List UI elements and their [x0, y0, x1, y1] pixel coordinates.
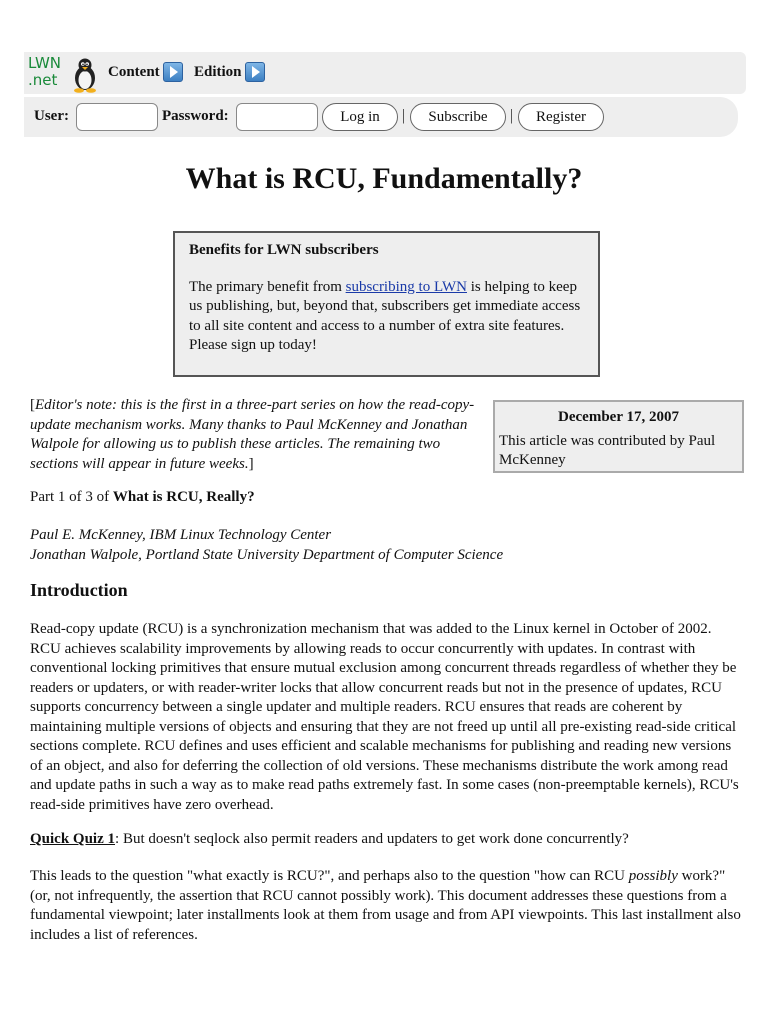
- nav-edition[interactable]: [194, 62, 265, 82]
- separator: |: [510, 107, 514, 124]
- benefits-text-after: is helping to keep us publishing, but, beyond that, subscribers get immediate access to all site content and access to a number of extra site features. Please sign up today!: [189, 278, 581, 353]
- benefits-text: [189, 278, 584, 356]
- leads-text-before: This leads to the question "what exactly is RCU?", and perhaps also to the question "how can RCU: [30, 868, 629, 884]
- section-heading-introduction: Introduction: [30, 580, 128, 600]
- page-title: What is RCU, Fundamentally?: [185, 162, 583, 195]
- series-prefix: Part 1 of 3 of: [30, 489, 113, 505]
- nav-edition-label: Edition: [194, 63, 242, 80]
- leads-emphasis: possibly: [628, 868, 678, 884]
- site-header: [24, 52, 746, 94]
- subscriber-benefits-box: [173, 231, 600, 377]
- user-label: User:: [34, 108, 69, 124]
- user-input[interactable]: [76, 103, 158, 131]
- editor-note: [30, 396, 475, 474]
- subscribe-link[interactable]: subscribing to LWN: [345, 278, 467, 295]
- tux-penguin-icon: [70, 57, 100, 93]
- password-input[interactable]: [236, 103, 318, 131]
- separator: |: [402, 107, 406, 124]
- editor-note-label: Editor's note:: [35, 397, 117, 413]
- bracket-close: ]: [248, 455, 254, 472]
- authors: [30, 525, 503, 565]
- leads-text-after: work?" (or, not infrequently, the assertion that RCU cannot possibly work). This document addresses these questions from a fundamental viewpoint; later installments look at them from usage and from API viewpoints. This last installment also includes a list of references.: [30, 868, 741, 943]
- subscribe-button[interactable]: Subscribe: [410, 103, 506, 131]
- nav-content[interactable]: [108, 62, 183, 82]
- bracket-open: [: [30, 397, 35, 413]
- expand-arrow-icon[interactable]: [245, 62, 265, 82]
- author-line: Jonathan Walpole, Portland State University Department of Computer Science: [30, 547, 504, 563]
- series-title: What is RCU, Really?: [112, 489, 255, 505]
- contributor-text: This article was contributed by Paul McKenney: [499, 432, 716, 468]
- login-button[interactable]: Log in: [322, 103, 398, 131]
- quick-quiz-1: [30, 831, 742, 848]
- logo-text-bottom: .net: [28, 71, 58, 89]
- logo-text-top: LWN: [28, 54, 62, 72]
- series-info: [30, 489, 255, 506]
- editor-note-text: this is the first in a three-part series on how the read-copy-update mechanism works. Many thanks to Paul McKenney and Jonathan Walpole for allowing us to publish these articles. The remaining two sections will appear in future weeks.: [30, 397, 475, 472]
- quiz-colon: :: [115, 831, 120, 847]
- password-label: Password:: [162, 108, 229, 124]
- expand-arrow-icon[interactable]: [163, 62, 183, 82]
- article-date: December 17, 2007: [558, 409, 679, 425]
- leads-paragraph: [30, 867, 742, 945]
- login-bar: [24, 97, 738, 137]
- quick-quiz-link[interactable]: Quick Quiz 1: [30, 831, 116, 847]
- lwn-logo[interactable]: [28, 55, 100, 93]
- author-line: Paul E. McKenney, IBM Linux Technology Center: [30, 527, 332, 543]
- benefits-text-before: The primary benefit from: [189, 278, 346, 295]
- nav-content-label: Content: [108, 63, 160, 80]
- benefits-title: Benefits for LWN subscribers: [189, 242, 379, 258]
- quiz-text: But doesn't seqlock also permit readers and updaters to get work done concurrently?: [119, 831, 629, 847]
- register-button[interactable]: Register: [518, 103, 604, 131]
- intro-paragraph: Read-copy update (RCU) is a synchronization mechanism that was added to the Linux kernel in October of 2002. RCU achieves scalability improvements by allowing reads to occur concurrently with updates. In contrast with conventional locking primitives that ensure mutual exclusion among concurrent threads regardless of whether they be readers or updaters, or with reader-writer locks that allow concurrent reads but not in the presence of updates, RCU supports concurrency between a single updater and multiple readers. RCU ensures that reads are coherent by maintaining multiple versions of objects and ensuring that they are not freed up until all pre-existing read-side critical sections complete. RCU defines and uses efficient and scalable mechanisms for publishing and reading new versions of an object, and also for deferring the collection of old versions. These mechanisms distribute the work among read and update paths in such a way as to make read paths extremely fast. In some cases (non-preemptable kernels), RCU's read-side primitives have zero overhead.: [30, 621, 739, 813]
- article-info-box: [493, 400, 744, 473]
